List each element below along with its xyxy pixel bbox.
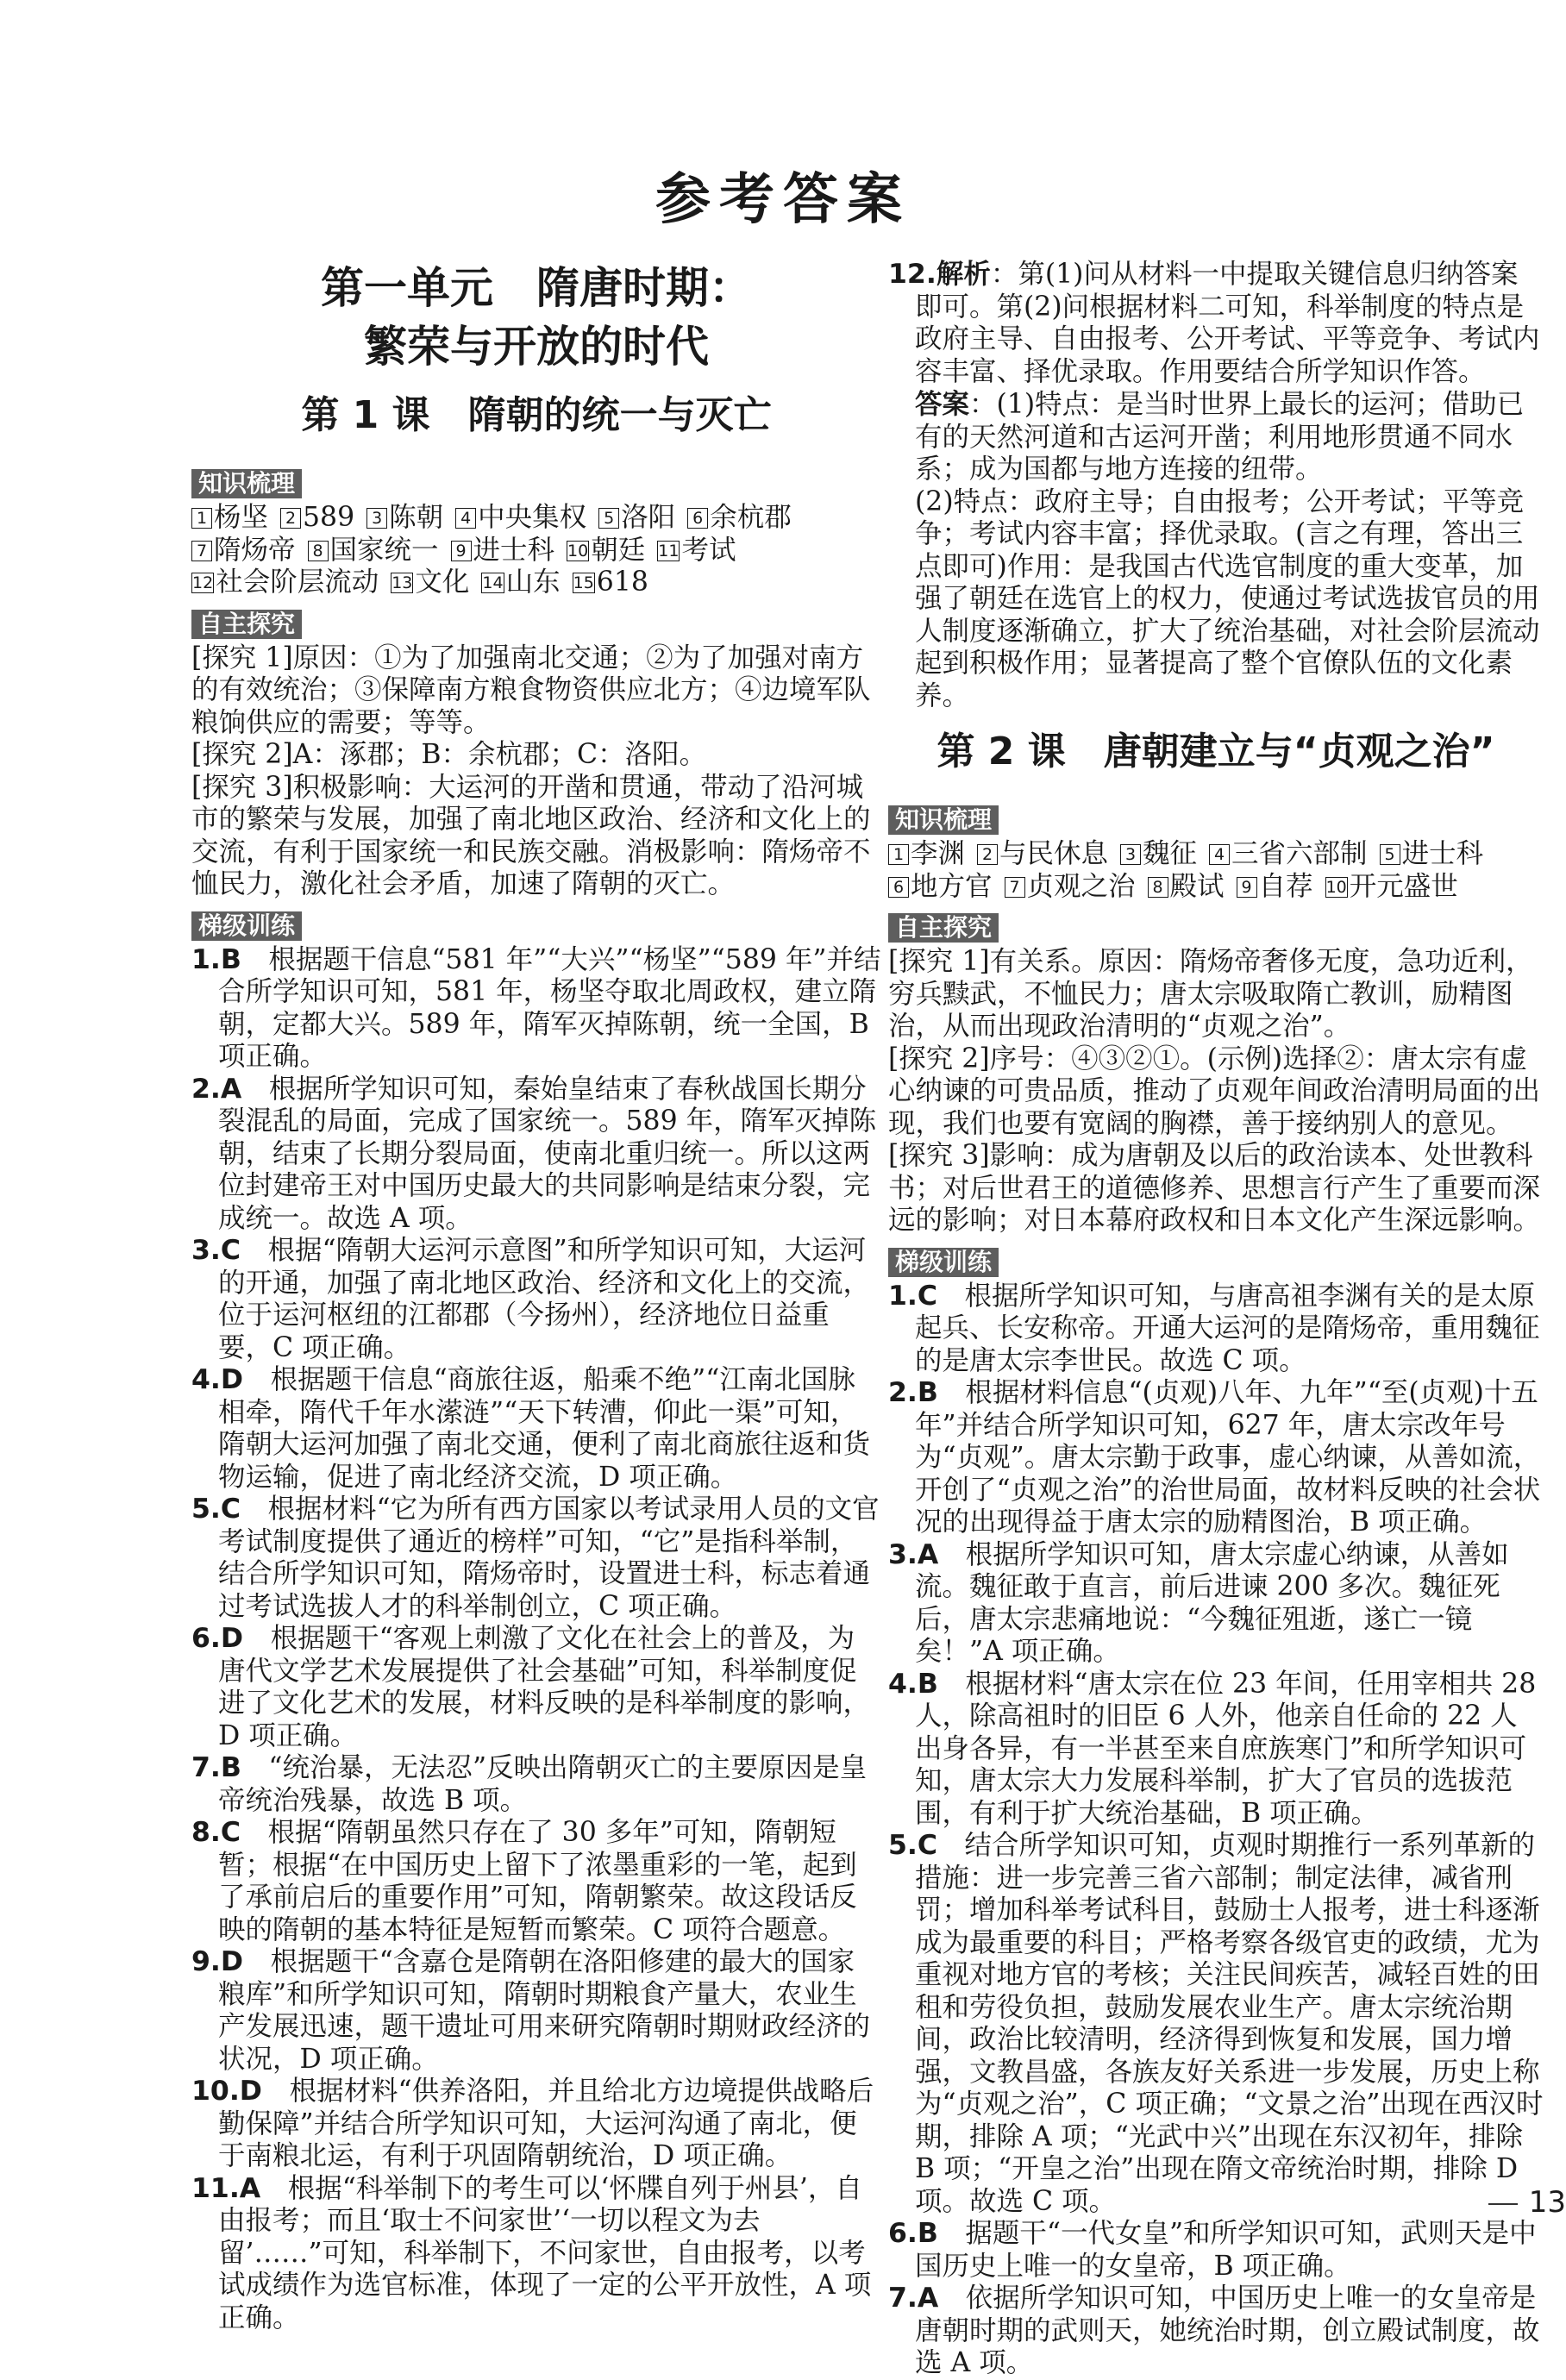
answer-key: 9.D [191,1946,244,1977]
knowledge-number-box: 4 [455,508,476,529]
knowledge-text: 贞观之治 [1026,870,1136,902]
answer-item [191,1074,881,1236]
knowledge-text: 进士科 [473,534,555,566]
answer-gap [938,2218,966,2249]
answer-item [888,2218,1544,2283]
knowledge-item [1148,871,1225,904]
answer-item [888,1539,1544,1669]
knowledge-number-box: 5 [598,508,619,529]
answer-text: 根据所学知识可知，与唐高祖李渊有关的是太原起兵、长安称帝。开通大运河的是隋炀帝，重用魏征的是唐太宗李世民。故选 C 项。 [915,1280,1540,1376]
knowledge-item [280,502,354,535]
answer-item [888,1281,1544,1378]
answer-text: 根据材料“唐太宗在位 23 年间，任用宰相共 28 人，除高祖时的旧臣 6 人外，他亲自任命的 22 人出身各异，有一半甚至来自庶族寒门”和所学知识可知，唐太宗大力发展科举制，扩大了官员的选拔范围，有利于扩大统治基础，B 项正确。 [915,1668,1537,1829]
knowledge-number-box: 9 [451,541,472,561]
knowledge-number-box: 1 [191,508,212,529]
page-number: 13 [1528,2185,1566,2220]
answer-text: 结合所学知识可知，贞观时期推行一系列革新的措施：进一步完善三省六部制；制定法律，减省刑罚；增加科举考试科目，鼓励士人报考，进士科逐渐成为最重要的科目；严格考察各级官吏的政绩，尤为重视对地方官的考核；关注民间疾苦，减轻百姓的田租和劳役负担，鼓励发展农业生产。唐太宗统治期间，政治比较清明，经济得到恢复和发展，国力增强，文教昌盛，各族友好关系进一步发展，历史上称为“贞观之治”，C 项正确；“文景之治”出现在西汉时期，排除 A 项；“光武中兴”出现在东汉初年，排除 B 项；“开皇之治”出现在隋文帝统治时期，排除 D 项。故选 C 项。 [915,1830,1544,2217]
knowledge-number-box: 11 [658,541,680,561]
knowledge-item [1380,838,1484,871]
answer-gap [243,1946,271,1977]
knowledge-text: 朝廷 [591,534,646,566]
q12-analysis [888,259,1544,388]
knowledge-item [366,502,443,535]
knowledge-text: 李渊 [911,838,966,869]
answer-item [191,1752,881,1817]
answer-key: 1.B [191,943,241,975]
answer-text: 根据材料信息“(贞观)八年、九年”“至(贞观)十五年”并结合所学知识可知，627 年，唐太宗改年号为“贞观”。唐太宗勤于政事，虚心纳谏，从善如流，开创了“贞观之治”的治世局面，故材料反映的社会状况的出现得益于唐太宗的励精图治，B 项正确。 [915,1377,1541,1538]
knowledge-text: 魏征 [1143,838,1198,869]
knowledge-text: 社会阶层流动 [216,567,379,598]
q12-analysis-text: ：第(1)问从材料一中提取关键信息归纳答案即可。第(2)问根据材料二可知，科举制度的特点是政府主导、自由报考、公开考试、平等竞争、考试内容丰富、择优录取。作用要结合所学知识作答。 [915,259,1540,387]
answer-key: 8.C [191,1817,241,1848]
knowledge-text: 文化 [415,567,470,598]
lesson1-train-list [191,944,881,2335]
knowledge-item [1325,871,1458,904]
answer-item [888,1669,1544,1831]
knowledge-number-box: 15 [573,573,594,592]
answer-text: 根据题干“客观上刺激了文化在社会上的普及，为唐代文学艺术发展提供了社会基础”可知，科举制度促进了文化艺术的发展，材料反映的是科举制度的影响，D 项正确。 [218,1623,871,1751]
knowledge-text: 与民休息 [999,838,1109,869]
lesson1-explore-2: [探究 2]A：涿郡；B：余杭郡；C：洛阳。 [191,739,707,770]
answer-gap [938,1669,966,1700]
answer-item [888,2283,1544,2380]
answer-text: 根据材料“它为所有西方国家以考试录用人员的文官考试制度提供了通近的榜样”可知，“它”是指科举制，结合所学知识可知，隋炀帝时，设置进士科，标志着通过考试选拔人才的科举制创立，C 项正确。 [218,1494,880,1622]
answer-text: 根据“隋朝大运河示意图”和所学知识可知，大运河的开通，加强了南北地区政治、经济和文化上的交流，位于运河枢纽的江都郡（今扬州），经济地位日益重要，C 项正确。 [218,1235,871,1363]
knowledge-text: 地方官 [911,870,993,902]
knowledge-number-box: 5 [1380,844,1400,865]
answer-text: 根据题干“含嘉仓是隋朝在洛阳修建的最大的国家粮库”和所学知识可知，隋朝时期粮食产量大，农业生产发展迅速，题干遗址可用来研究隋朝时期财政经济的状况，D 项正确。 [218,1946,871,2075]
right-column [888,259,1544,2380]
answer-gap [938,2283,966,2314]
answer-item [888,1377,1544,1539]
knowledge-item [888,838,965,871]
unit-title-line2: 繁荣与开放的时代 [364,322,709,372]
answer-key: 3.C [191,1235,241,1266]
q12-answer-1 [888,388,1544,486]
knowledge-number-box: 14 [482,573,504,592]
knowledge-number-box: 2 [977,844,998,865]
knowledge-text: 山东 [505,567,561,598]
answer-item [191,1623,881,1752]
knowledge-number-box: 6 [888,877,909,898]
knowledge-text: 隋炀帝 [214,534,296,566]
answer-text: 根据题干信息“商旅往返，船乘不绝”“江南北国脉相牵，隋代千年水潆涟”“天下转漕，仰此一渠”可知，隋朝大运河加强了南北交通，便利了南北商旅往返和货物运输，促进了南北经济交流，D 项正确。 [218,1364,871,1493]
q12-answer-label: 答案 [915,388,970,420]
answer-text: 根据“科举制下的考生可以‘怀牒自列于州县’，自由报考；而且‘取士不问家世’‘一切以程文为去留’……”可知，科举制下，不问家世，自由报考，以考试成绩作为选官标准，体现了一定的公平开放性，A 项正确。 [218,2172,872,2333]
lesson1-explore-1: [探究 1]原因：①为了加强南北交通；②为了加强对南方的有效统治；③保障南方粮食物资供应北方；④边境军队粮饷供应的需要；等等。 [191,642,871,738]
knowledge-number-box: 2 [280,508,301,529]
knowledge-item [191,535,296,567]
answer-key: 5.C [888,1830,938,1861]
knowledge-number-box: 12 [192,573,214,592]
q12-answer-1-text: ：(1)特点：是当时世界上最长的运河；借助已有的天然河道和古运河开凿；利用地形贯通不同水系；成为国都与地方连接的纽带。 [915,389,1525,485]
knowledge-number-box: 10 [567,541,589,561]
lesson2-explore-3: [探究 3]影响：成为唐朝及以后的政治读本、处世教科书；对后世君王的道德修养、思想言行产生了重要而深远的影响；对日本幕府政权和日本文化产生深远影响。 [888,1140,1541,1236]
answer-gap [241,1235,268,1266]
answer-gap [241,1817,268,1848]
answer-gap [243,1364,271,1395]
knowledge-item [598,502,675,535]
knowledge-text: 自荐 [1258,870,1313,902]
q12-number: 12. [888,259,936,290]
answer-item [191,1946,881,2076]
answer-key: 2.B [888,1377,938,1408]
knowledge-number-box: 13 [392,573,413,592]
answer-gap [241,1494,268,1525]
knowledge-number-box: 8 [1148,877,1168,898]
knowledge-text: 进士科 [1401,838,1484,869]
answer-gap [262,2076,290,2107]
answer-key: 10.D [191,2076,262,2107]
answer-key: 7.A [888,2283,939,2314]
knowledge-item [567,535,645,567]
knowledge-text: 三省六部制 [1231,838,1368,869]
answer-text: 根据所学知识可知，唐太宗虚心纳谏，从善如流。魏征敢于直言，前后进谏 200 多次。魏征死后，唐太宗悲痛地说：“今魏征殂逝，遂亡一镜矣！”A 项正确。 [915,1538,1509,1667]
unit-title-line1: 第一单元 隋唐时期： [321,263,752,313]
answer-item [191,1494,881,1623]
knowledge-item [191,502,268,535]
answer-key: 1.C [888,1280,938,1312]
lesson2-explore-2: [探究 2]序号：④③②①。(示例)选择②：唐太宗有虚心纳谏的可贵品质，推动了贞观年间政治清明局面的出现，我们也要有宽阔的胸襟，善于接纳别人的意见。 [888,1043,1541,1139]
knowledge-number-box: 1 [888,844,909,865]
q12-answer-2: (2)特点：政府主导；自由报考；公开考试；平等竞争；考试内容丰富；择优录取。(言之有理，答出三点即可)作用：是我国古代选官制度的重大变革，加强了朝廷在选官上的权力，使通过考试选拔官员的用人制度逐渐确立，扩大了统治基础，对社会阶层流动起到积极作用；显著提高了整个官僚队伍的文化素养。 [915,485,1540,711]
lesson1-train-tag: 梯级训练 [191,911,302,941]
knowledge-text: 陈朝 [389,502,444,533]
knowledge-item [191,567,379,599]
answer-key: 7.B [191,1752,241,1783]
lesson2-heading: 第 2 课 唐朝建立与“贞观之治” [936,730,1495,774]
knowledge-item [1237,871,1313,904]
answer-text: “统治暴，无法忍”反映出隋朝灭亡的主要原因是皇帝统治残暴，故选 B 项。 [218,1752,868,1816]
knowledge-number-box: 4 [1209,844,1230,865]
knowledge-item [573,567,648,599]
knowledge-item [657,535,736,567]
answer-key: 5.C [191,1494,241,1525]
answer-gap [241,1074,269,1105]
answer-text: 根据材料“供养洛阳，并且给北方边境提供战略后勤保障”并结合所学知识可知，大运河沟通了南北，便于南粮北运，有利于巩固隋朝统治，D 项正确。 [218,2076,874,2171]
knowledge-number-box: 10 [1325,877,1347,897]
knowledge-text: 考试 [681,534,736,566]
answer-item [191,1817,881,1946]
knowledge-number-box: 6 [687,508,708,529]
answer-text: 依据所学知识可知，中国历史上唯一的女皇帝是唐朝时期的武则天，她统治时期，创立殿试制度，故选 A 项。 [915,2283,1540,2378]
answer-text: 根据“隋朝虽然只存在了 30 多年”可知，隋朝短暂；根据“在中国历史上留下了浓墨重彩的一笔，起到了承前启后的重要作用”可知，隋朝繁荣。故这段话反映的隋朝的基本特征是短暂而繁荣。C 项符合题意。 [218,1817,857,1945]
lesson2-knowledge-list [888,838,1544,903]
left-column [191,259,881,2334]
knowledge-text: 国家统一 [329,534,439,566]
answer-item [191,2173,881,2335]
answer-key: 2.A [191,1073,242,1105]
answer-gap [241,1752,269,1783]
knowledge-item [455,502,586,535]
knowledge-number-box: 9 [1237,877,1257,898]
answer-key: 11.A [191,2172,261,2204]
answer-item [191,944,881,1074]
answer-key: 6.B [888,2218,938,2249]
answer-gap [243,1623,271,1654]
knowledge-item [308,535,439,567]
answer-item [888,1830,1544,2218]
knowledge-item [888,871,993,904]
answer-gap [260,2173,288,2204]
page-title: 参考答案 [655,168,911,232]
answer-gap [937,1830,965,1861]
answer-key: 4.D [191,1364,244,1395]
knowledge-item [1005,871,1136,904]
knowledge-item [977,838,1108,871]
knowledge-text: 余杭郡 [710,502,792,533]
knowledge-text: 洛阳 [621,502,676,533]
answer-item [191,1235,881,1364]
answer-key: 6.D [191,1623,244,1654]
answer-text: 根据所学知识可知，秦始皇结束了春秋战国长期分裂混乱的局面，完成了国家统一。589 年，隋军灭掉陈朝，结束了长期分裂局面，使南北重归统一。所以这两位封建帝王对中国历史最大的共同影响是结束分裂，完成统一。故选 A 项。 [218,1073,877,1234]
knowledge-item [451,535,555,567]
answer-text: 根据题干信息“581 年”“大兴”“杨坚”“589 年”并结合所学知识可知，581 年，杨坚夺取北周政权，建立隋朝，定都大兴。589 年，隋军灭掉陈朝，统一全国，B 项正确。 [218,943,881,1072]
knowledge-text: 开元盛世 [1349,870,1458,902]
q12-analysis-label: 解析 [936,259,991,290]
lesson1-knowledge-tag: 知识梳理 [191,469,302,498]
answer-item [191,2076,881,2173]
answer-gap [241,944,269,975]
lesson1-explore-tag: 自主探究 [191,610,302,639]
knowledge-item [687,502,792,535]
lesson2-train-list [888,1281,1544,2380]
lesson1-explore-3: [探究 3]积极影响：大运河的开凿和贯通，带动了沿河城市的繁荣与发展，加强了南北地区政治、经济和文化上的交流，有利于国家统一和民族交融。消极影响：隋炀帝不恤民力，激化社会矛盾，加速了隋朝的灭亡。 [191,771,871,899]
knowledge-item [1120,838,1197,871]
answer-item [191,1364,881,1494]
page-number-dash [1488,2203,1518,2205]
answer-key: 3.A [888,1538,939,1570]
lesson1-heading: 第 1 课 隋朝的统一与灭亡 [301,393,772,437]
knowledge-number-box: 7 [191,541,212,561]
lesson2-explore-1: [探究 1]有关系。原因：隋炀帝奢侈无度，急功近利，穷兵黩武，不恤民力；唐太宗吸取隋亡教训，励精图治，从而出现政治清明的“贞观之治”。 [888,946,1533,1042]
answer-gap [937,1281,965,1312]
knowledge-text: 618 [596,567,648,598]
lesson2-explore-tag: 自主探究 [888,913,999,943]
knowledge-text: 杨坚 [214,502,269,533]
knowledge-text: 589 [303,502,355,533]
knowledge-number-box: 8 [308,541,329,561]
knowledge-number-box: 3 [1120,844,1141,865]
answer-gap [938,1377,966,1408]
knowledge-item [481,567,560,599]
answer-text: 据题干“一代女皇”和所学知识可知，武则天是中国历史上唯一的女皇帝，B 项正确。 [915,2218,1537,2282]
lesson2-knowledge-tag: 知识梳理 [888,805,999,835]
answer-key: 4.B [888,1668,938,1700]
knowledge-number-box: 3 [366,508,387,529]
lesson1-knowledge-list [191,502,881,599]
knowledge-text: 殿试 [1169,870,1225,902]
knowledge-item [391,567,469,599]
knowledge-item [1209,838,1368,871]
knowledge-number-box: 7 [1005,877,1025,898]
knowledge-text: 中央集权 [478,502,587,533]
answer-gap [938,1539,966,1570]
lesson2-train-tag: 梯级训练 [888,1248,999,1277]
